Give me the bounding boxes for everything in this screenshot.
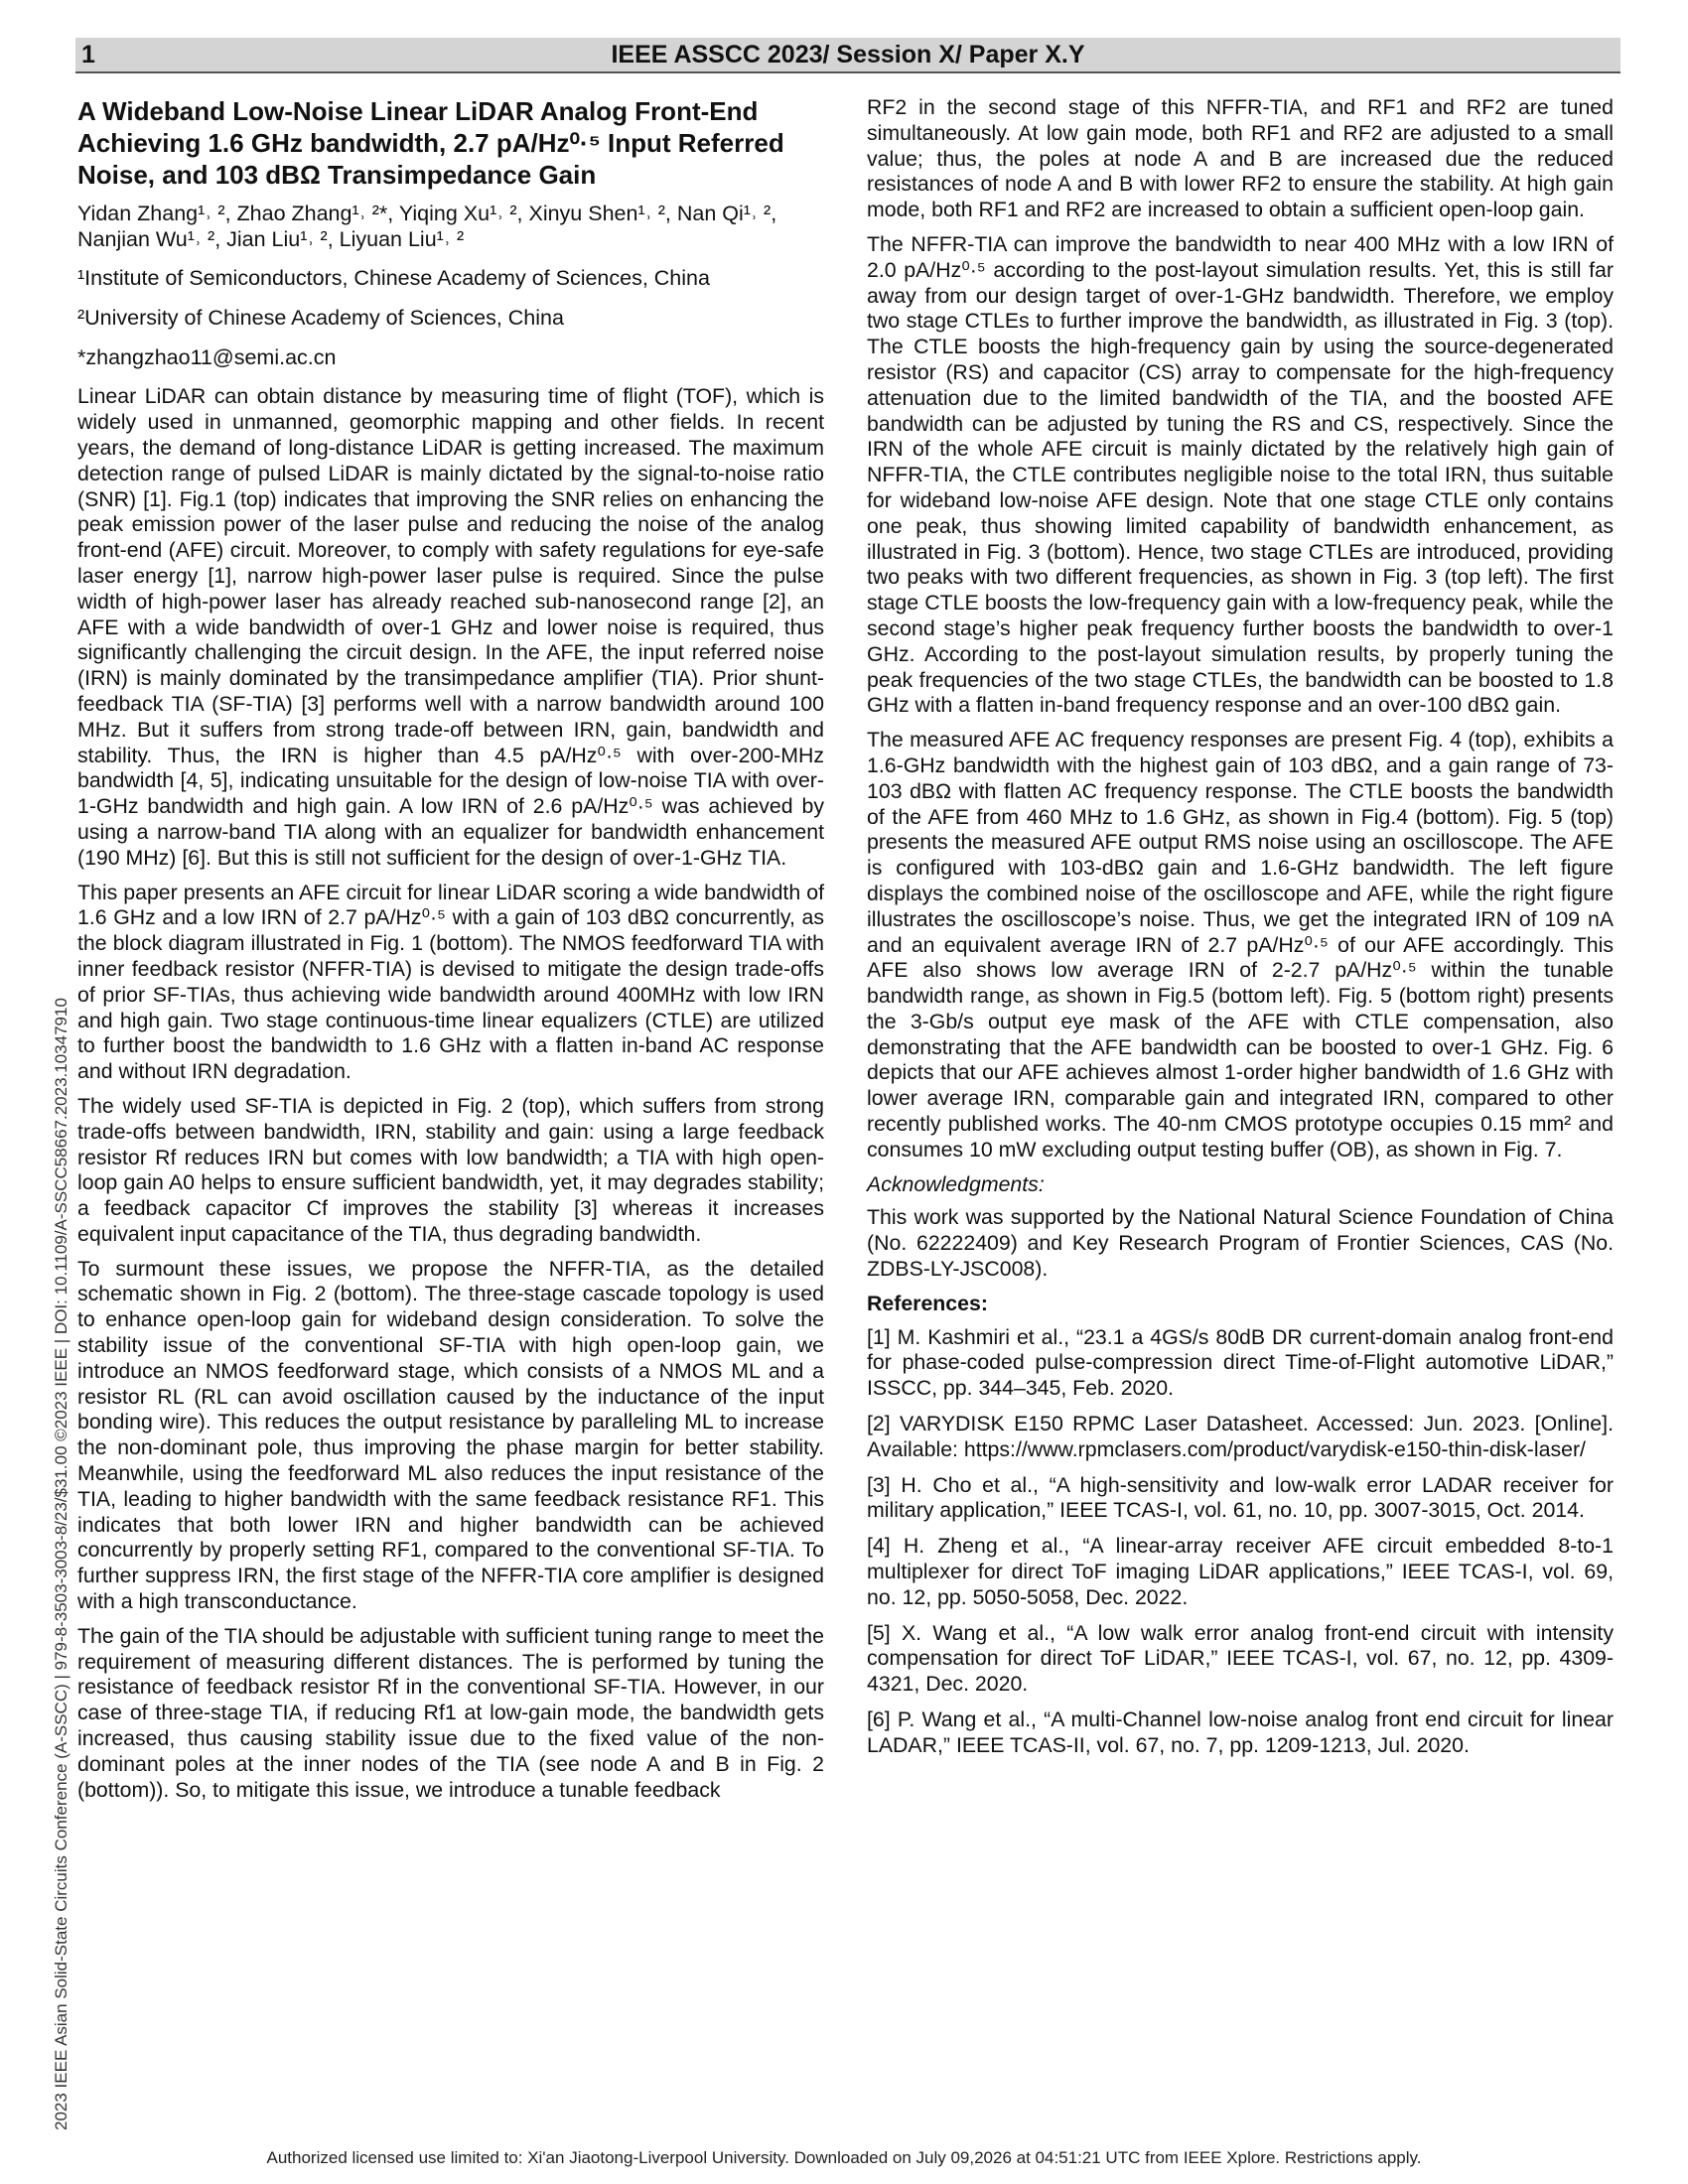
body-paragraph: Linear LiDAR can obtain distance by measuring time of flight (TOF), which is widely used in unmanned, geomorphic mapping and other fields. In recent years, the demand of long-distance LiDAR is getting increased. The maximum detection range of pulsed LiDAR is mainly dictated by the signal-to-noise ratio (SNR) [1]. Fig.1 (top) indicates that improving the SNR relies on enhancing the peak emission power of the laser pulse and reducing the noise of the analog front-end (AFE) circuit. Moreover, to comply with safety regulations for eye-safe laser energy [1], narrow high-power laser pulse is required. Since the pulse width of high-power laser has already reached sub-nanosecond range [2], an AFE with a wide bandwidth of over-1 GHz and lower noise is required, thus significantly challenging the circuit design. In the AFE, the input referred noise (IRN) is mainly dominated by the transimpedance amplifier (TIA). Prior shunt-feedback TIA (SF-TIA) [3] performs well with a narrow bandwidth around 100 MHz. But it suffers from strong trade-off between IRN, gain, bandwidth and stability. Thus, the IRN is higher than 4.5 pA/Hz⁰·⁵ with over-200-MHz bandwidth [4, 5], indicating unsuitable for the design of low-noise TIA with over-1-GHz bandwidth and high gain. A low IRN of 2.6 pA/Hz⁰·⁵ was achieved by using a narrow-band TIA along with an equalizer for bandwidth enhancement (190 MHz) [6]. But this is still not sufficient for the design of over-1-GHz TIA. — [77, 384, 824, 870]
body-paragraph: RF2 in the second stage of this NFFR-TIA, and RF1 and RF2 are tuned simultaneously. At low gain mode, both RF1 and RF2 are adjusted to a small value; thus, the poles at node A and B are increased due the reduced resistances of node A and B with lower RF2 to ensure the stability. At high gain mode, both RF1 and RF2 are increased to obtain a sufficient open-loop gain. — [867, 95, 1614, 222]
body-paragraph: The widely used SF-TIA is depicted in Fig. 2 (top), which suffers from strong trade-offs between bandwidth, IRN, stability and gain: using a large feedback resistor Rf reduces IRN but comes with low bandwidth; a TIA with high open-loop gain A0 helps to ensure sufficient bandwidth, yet, it may degrades stability; a feedback capacitor Cf improves the stability [3] whereas it increases equivalent input capacitance of the TIA, thus degrading bandwidth. — [77, 1093, 824, 1246]
download-footer: Authorized licensed use limited to: Xi'an Jiaotong-Liverpool University. Downloaded on July 09,2026 at 04:51:21 UTC from IEEE Xplore. Restrictions apply. — [266, 2148, 1422, 2167]
paper-title: A Wideband Low-Noise Linear LiDAR Analog Front-End Achieving 1.6 GHz bandwidth, 2.7 pA/Hz⁰·⁵ Input Referred Noise, and 103 dBΩ Transimpedance Gain — [77, 96, 784, 190]
body-paragraph: The NFFR-TIA can improve the bandwidth to near 400 MHz with a low IRN of 2.0 pA/Hz⁰·⁵ according to the post-layout simulation results. Yet, this is still far away from our design target of over-1-GHz bandwidth. Therefore, we employ two stage CTLEs to further improve the bandwidth, as illustrated in Fig. 3 (top). The CTLE boosts the high-frequency gain by using the source-degenerated resistor (RS) and capacitor (CS) array to compensate for the high-frequency attenuation due to the limited bandwidth of the TIA, and the boosted AFE bandwidth can be adjusted by tuning the RS and CS, respectively. Since the IRN of the whole AFE circuit is mainly dictated by the relatively high gain of NFFR-TIA, the CTLE contributes negligible noise to the total IRN, thus suitable for wideband low-noise AFE design. Note that one stage CTLE only contains one peak, thus showing limited capability of bandwidth enhancement, as illustrated in Fig. 3 (bottom). Hence, two stage CTLEs are introduced, providing two peaks with two different frequencies, as shown in Fig. 3 (top left). The first stage CTLE boosts the low-frequency gain with a low-frequency peak, while the second stage’s higher peak frequency further boosts the bandwidth to over-1 GHz. According to the post-layout simulation results, by properly tuning the peak frequencies of the two stage CTLEs, the bandwidth can be boosted to 1.8 GHz with a flatten in-band frequency response and an over-100 dBΩ gain. — [867, 231, 1614, 718]
side-copyright-text: 2023 IEEE Asian Solid-State Circuits Conference (A-SSCC) | 979-8-3503-3003-8/23/$31.00 ©2023 IEEE | DOI: 10.1109/A-SSCC58667.2023.10347910 — [52, 998, 70, 2130]
author-email: *zhangzhao11@semi.ac.cn — [77, 344, 337, 369]
reference-item: [5] X. Wang et al., “A low walk error analog front-end circuit with intensity compensation for direct ToF LiDAR,” IEEE TCAS-I, vol. 67, no. 12, pp. 4309-4321, Dec. 2020. — [867, 1620, 1614, 1697]
acknowledgments-text: This work was supported by the National Natural Science Foundation of China (No. 62222409) and Key Research Program of Frontier Sciences, CAS (No. ZDBS-LY-JSC008). — [867, 1205, 1614, 1282]
page-number: 1 — [81, 41, 95, 68]
body-paragraph: The gain of the TIA should be adjustable with sufficient tuning range to meet the requirement of measuring different distances. The is performed by tuning the resistance of feedback resistor Rf in the conventional SF-TIA. However, in our case of three-stage TIA, if reducing Rf1 at low-gain mode, the bandwidth gets increased, thus causing stability issue due to the fixed value of the non-dominant poles at the inner nodes of the TIA (see node A and B in Fig. 2 (bottom)). So, to mitigate this issue, we introduce a tunable feedback — [77, 1623, 824, 1802]
reference-item: [1] M. Kashmiri et al., “23.1 a 4GS/s 80dB DR current-domain analog front-end for phase-coded pulse-compression direct Time-of-Flight automotive LiDAR,” ISSCC, pp. 344–345, Feb. 2020. — [867, 1324, 1614, 1401]
references-heading: References: — [867, 1291, 988, 1315]
body-paragraph: To surmount these issues, we propose the NFFR-TIA, as the detailed schematic shown in Fig. 2 (bottom). The three-stage cascade topology is used to enhance open-loop gain for wideband design consideration. To solve the stability issue of the conventional SF-TIA with high open-loop gain, we introduce an NMOS feedforward stage, which consists of a NMOS ML and a resistor RL (RL can avoid oscillation caused by the inductance of the input bonding wire). This reduces the output resistance by paralleling ML to increase the non-dominant pole, thus improving the phase margin for better stability. Meanwhile, using the feedforward ML also reduces the input resistance of the TIA, leading to higher bandwidth with the same feedback resistance RF1. This indicates that both lower IRN and higher bandwidth can be achieved concurrently by properly setting RF1, compared to the conventional SF-TIA. To further suppress IRN, the first stage of the NFFR-TIA core amplifier is designed with a high transconductance. — [77, 1256, 824, 1614]
reference-item: [2] VARYDISK E150 RPMC Laser Datasheet. Accessed: Jun. 2023. [Online]. Available: https://www.rpmclasers.com/product/varydisk-e150-thin-disk-laser/ — [867, 1412, 1614, 1461]
page-header — [75, 38, 1620, 73]
right-column — [867, 95, 1614, 1769]
reference-item: [4] H. Zheng et al., “A linear-array receiver AFE circuit embedded 8-to-1 multiplexer for direct ToF imaging LiDAR applications,” IEEE TCAS-I, vol. 69, no. 12, pp. 5050-5058, Dec. 2022. — [867, 1534, 1614, 1609]
body-paragraph: The measured AFE AC frequency responses are present Fig. 4 (top), exhibits a 1.6-GHz bandwidth with the highest gain of 103 dBΩ, and a gain range of 73-103 dBΩ with flatten AC frequency response. The CTLE boosts the bandwidth of the AFE from 460 MHz to 1.6 GHz, as shown in Fig.4 (bottom). Fig. 5 (top) presents the measured AFE output RMS noise using an oscilloscope. The AFE is configured with 103-dBΩ gain and 1.6-GHz bandwidth. The left figure displays the combined noise of the oscilloscope and AFE, while the right figure illustrates the oscilloscope’s noise. Thus, we get the integrated IRN of 109 nA and an equivalent average IRN of 2.7 pA/Hz⁰·⁵ of our AFE accordingly. This AFE also shows low average IRN of 2-2.7 pA/Hz⁰·⁵ within the tunable bandwidth range, as shown in Fig.5 (bottom left). Fig. 5 (bottom right) presents the 3-Gb/s output eye mask of the AFE with CTLE compensation, also demonstrating that the AFE bandwidth can be boosted to over-1 GHz. Fig. 6 depicts that our AFE achieves almost 1-order higher bandwidth of 1.6 GHz with lower average IRN, comparable gain and integrated IRN, compared to other recently published works. The 40-nm CMOS prototype occupies 0.15 mm² and consumes 10 mW excluding output testing buffer (OB), as shown in Fig. 7. — [867, 728, 1614, 1161]
author-list: Yidan Zhang¹˒ ², Zhao Zhang¹˒ ²*, Yiqing Xu¹˒ ², Xinyu Shen¹˒ ², Nan Qi¹˒ ², Nanjian Wu¹˒ ², Jian Liu¹˒ ², Liyuan Liu¹˒ ² — [77, 202, 777, 251]
session-label: IEEE ASSCC 2023/ Session X/ Paper X.Y — [611, 41, 1085, 68]
affiliation-1: ¹Institute of Semiconductors, Chinese Academy of Sciences, China — [77, 266, 710, 290]
acknowledgments-heading: Acknowledgments: — [867, 1171, 1045, 1196]
reference-item: [6] P. Wang et al., “A multi-Channel low-noise analog front end circuit for linear LADAR,” IEEE TCAS-II, vol. 67, no. 7, pp. 1209-1213, Jul. 2020. — [867, 1707, 1614, 1757]
reference-item: [3] H. Cho et al., “A high-sensitivity and low-walk error LADAR receiver for military application,” IEEE TCAS-I, vol. 61, no. 10, pp. 3007-3015, Oct. 2014. — [867, 1472, 1614, 1523]
affiliation-2: ²University of Chinese Academy of Sciences, China — [77, 305, 564, 330]
body-paragraph: This paper presents an AFE circuit for linear LiDAR scoring a wide bandwidth of 1.6 GHz and a low IRN of 2.7 pA/Hz⁰·⁵ with a gain of 103 dBΩ concurrently, as the block diagram illustrated in Fig. 1 (bottom). The NMOS feedforward TIA with inner feedback resistor (NFFR-TIA) is devised to mitigate the design trade-offs of prior SF-TIAs, thus achieving wide bandwidth around 400MHz with low IRN and high gain. Two stage continuous-time linear equalizers (CTLE) are utilized to further boost the bandwidth to 1.6 GHz with a flatten in-band AC response and without IRN degradation. — [77, 880, 824, 1084]
left-column — [77, 95, 824, 1812]
